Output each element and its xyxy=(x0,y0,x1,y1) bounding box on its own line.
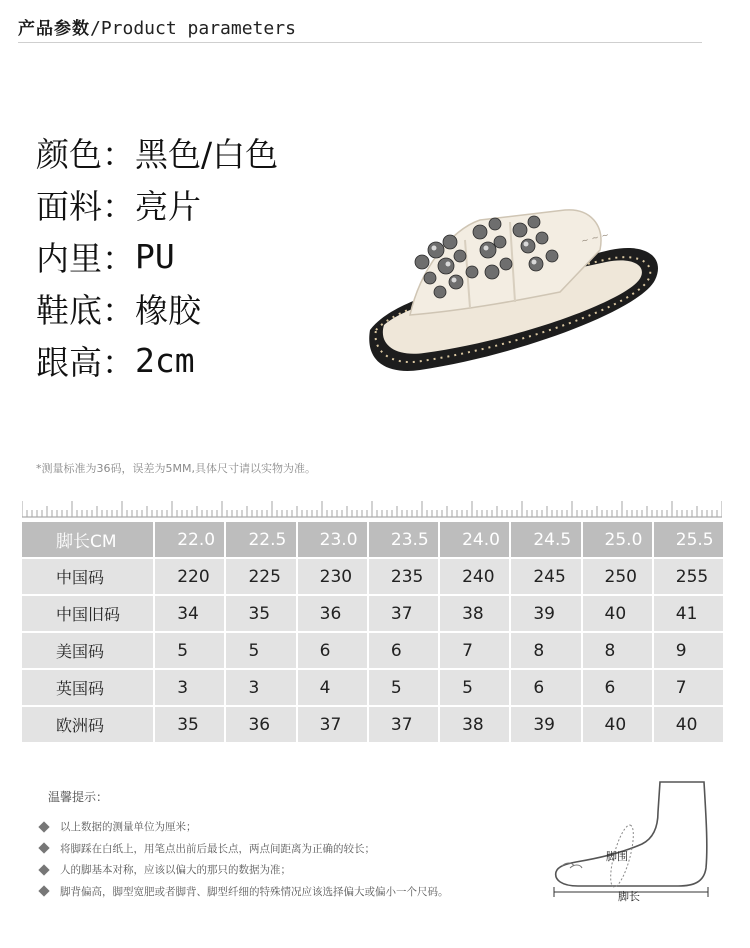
spec-value: 黑色/白色 xyxy=(135,134,279,174)
table-cell: 40 xyxy=(654,707,723,742)
table-row xyxy=(22,559,723,594)
table-cell: 6 xyxy=(369,633,438,668)
table-row xyxy=(22,596,723,631)
diamond-bullet-icon xyxy=(38,821,49,832)
table-cell: 235 xyxy=(369,559,438,594)
spec-label: 颜色： xyxy=(36,134,135,174)
table-cell: 3 xyxy=(155,670,224,705)
header-title-en: /Product parameters xyxy=(90,18,296,39)
table-cell: 38 xyxy=(440,596,509,631)
table-cell: 225 xyxy=(226,559,295,594)
table-cell: 36 xyxy=(226,707,295,742)
spec-value: 橡胶 xyxy=(135,290,201,330)
table-cell: 39 xyxy=(511,707,580,742)
header-value-cell: 25.5 xyxy=(654,522,723,557)
row-label-cell: 中国码 xyxy=(22,559,153,594)
tips-title: 温馨提示： xyxy=(48,790,109,804)
header-value-cell: 22.5 xyxy=(226,522,295,557)
diamond-bullet-icon xyxy=(38,864,49,875)
spec-label: 内里： xyxy=(36,238,135,278)
table-row xyxy=(22,670,723,705)
tip-text: 脚背偏高，脚型宽肥或者脚背、脚型纤细的特殊情况应该选择偏大或偏小一个尺码。 xyxy=(60,885,449,898)
measurement-note: *测量标准为36码，误差为5MM,具体尺寸请以实物为准。 xyxy=(36,462,316,475)
table-cell: 8 xyxy=(511,633,580,668)
table-cell: 4 xyxy=(298,670,367,705)
diamond-bullet-icon xyxy=(38,886,49,897)
row-label-cell: 美国码 xyxy=(22,633,153,668)
table-row xyxy=(22,707,723,742)
spec-label: 跟高： xyxy=(36,342,135,382)
table-cell: 37 xyxy=(369,707,438,742)
table-cell: 240 xyxy=(440,559,509,594)
spec-value: 亮片 xyxy=(135,186,201,226)
table-cell: 230 xyxy=(298,559,367,594)
table-cell: 36 xyxy=(298,596,367,631)
row-label-cell: 中国旧码 xyxy=(22,596,153,631)
spec-label: 面料： xyxy=(36,186,135,226)
table-cell: 8 xyxy=(583,633,652,668)
header-value-cell: 24.0 xyxy=(440,522,509,557)
table-cell: 41 xyxy=(654,596,723,631)
table-cell: 5 xyxy=(440,670,509,705)
table-cell: 250 xyxy=(583,559,652,594)
section-header xyxy=(18,14,296,39)
spec-heel-height xyxy=(36,334,278,386)
row-label-cell: 欧洲码 xyxy=(22,707,153,742)
table-cell: 6 xyxy=(298,633,367,668)
table-cell: 6 xyxy=(583,670,652,705)
list-item xyxy=(40,816,449,838)
table-cell: 40 xyxy=(583,596,652,631)
table-header-row xyxy=(22,522,723,557)
table-cell: 37 xyxy=(369,596,438,631)
header-value-cell: 23.0 xyxy=(298,522,367,557)
table-cell: 37 xyxy=(298,707,367,742)
header-value-cell: 24.5 xyxy=(511,522,580,557)
svg-text:~ ~ ~: ~ ~ ~ xyxy=(580,230,611,247)
row-label-cell: 英国码 xyxy=(22,670,153,705)
foot-measure-diagram xyxy=(548,776,720,908)
list-item xyxy=(40,859,449,881)
size-table xyxy=(20,520,725,744)
tip-text: 将脚踩在白纸上，用笔点出前后最长点，两点间距离为正确的较长； xyxy=(60,842,375,855)
foot-length-label: 脚长 xyxy=(618,890,640,903)
spec-lining xyxy=(36,230,278,282)
table-cell: 255 xyxy=(654,559,723,594)
table-cell: 245 xyxy=(511,559,580,594)
spec-value: 2cm xyxy=(135,340,195,380)
header-value-cell: 25.0 xyxy=(583,522,652,557)
table-cell: 6 xyxy=(511,670,580,705)
diamond-bullet-icon xyxy=(38,843,49,854)
table-cell: 35 xyxy=(226,596,295,631)
ruler-graphic xyxy=(22,500,722,518)
table-cell: 5 xyxy=(155,633,224,668)
table-cell: 9 xyxy=(654,633,723,668)
list-item xyxy=(40,838,449,860)
table-cell: 34 xyxy=(155,596,224,631)
table-cell: 3 xyxy=(226,670,295,705)
table-cell: 7 xyxy=(440,633,509,668)
spec-color xyxy=(36,126,278,178)
header-label-cell: 脚长CM xyxy=(22,522,153,557)
tip-text: 人的脚基本对称，应该以偏大的那只的数据为准； xyxy=(60,864,291,877)
table-cell: 220 xyxy=(155,559,224,594)
spec-value: PU xyxy=(135,236,175,276)
table-cell: 5 xyxy=(226,633,295,668)
tip-text: 以上数据的测量单位为厘米； xyxy=(60,821,197,834)
table-cell: 38 xyxy=(440,707,509,742)
table-cell: 5 xyxy=(369,670,438,705)
spec-fabric xyxy=(36,178,278,230)
header-value-cell: 22.0 xyxy=(155,522,224,557)
header-value-cell: 23.5 xyxy=(369,522,438,557)
sandal-product-image xyxy=(360,180,670,390)
table-cell: 40 xyxy=(583,707,652,742)
spec-label: 鞋底： xyxy=(36,290,135,330)
table-cell: 7 xyxy=(654,670,723,705)
header-divider xyxy=(18,42,702,43)
spec-sole xyxy=(36,282,278,334)
header-title-cn: 产品参数 xyxy=(18,19,90,39)
tips-list xyxy=(40,816,449,902)
table-row xyxy=(22,633,723,668)
table-cell: 35 xyxy=(155,707,224,742)
list-item xyxy=(40,881,449,903)
foot-girth-label: 脚围 xyxy=(606,850,628,863)
table-cell: 39 xyxy=(511,596,580,631)
spec-list xyxy=(36,126,278,386)
